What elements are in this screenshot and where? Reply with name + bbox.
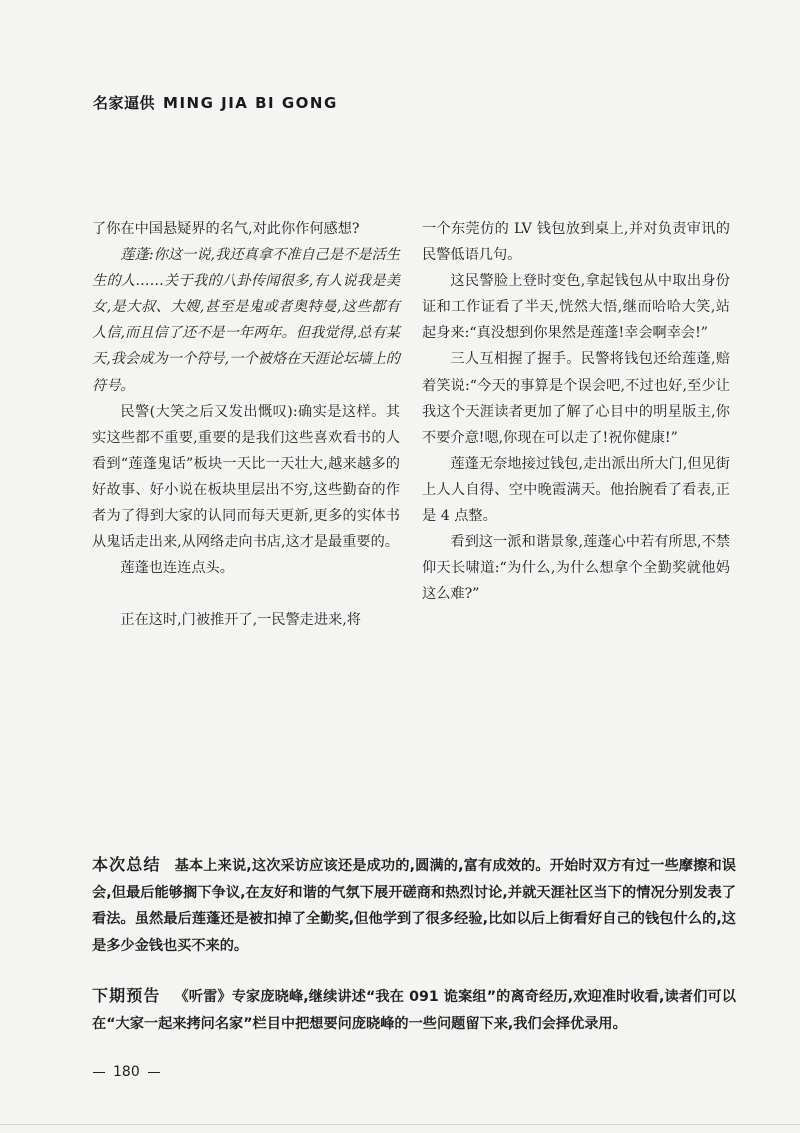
summary-text: 基本上来说,这次采访应该还是成功的,圆满的,富有成效的。开始时双方有过一些摩擦和误会,但最后能够搁下争议,在友好和谐的气氛下展开磋商和热烈讨论,并就天涯社区当下的情况分别发表了看法。虽然最后莲蓬还是被扣掉了全勤奖,但他学到了很多经验,比如以后上街看好自己的钱包什么的,这是多少金钱也买不来的。 [92, 858, 736, 954]
left-paragraph-1: 了你在中国悬疑界的名气,对此你作何感想? [92, 221, 360, 237]
section-title-cn: 名家逼供 [93, 94, 156, 112]
page-dash-right [148, 1072, 160, 1073]
summary-label: 本次总结 [92, 855, 161, 874]
paragraph-gap [92, 581, 400, 607]
left-column [92, 216, 400, 633]
left-paragraph-5: 正在这时,门被推开了,一民警走进来,将 [120, 612, 361, 629]
left-paragraph-2: 莲蓬:你这一说,我还真拿不准自己是不是活生生的人……关于我的八卦传闻很多,有人说我是美女,是大叔、大嫂,甚至是鬼或者奥特曼,这些都有人信,而且信了还不是一年两年。但我觉得,总有某天,我会成为一个符号,一个被烙在天涯论坛墙上的符号。 [92, 247, 400, 394]
preview-block [92, 983, 736, 1037]
summary-block [92, 852, 736, 959]
section-title-latin: MING JIA BI GONG [163, 94, 338, 112]
right-paragraph-5: 看到这一派和谐景象,莲蓬心中若有所思,不禁仰天长啸道:“为什么,为什么想拿个全勤奖就他妈这么难?” [422, 534, 730, 603]
right-paragraph-1: 一个东莞仿的 LV 钱包放到桌上,并对负责审讯的民警低语几句。 [422, 221, 730, 264]
right-paragraph-4: 莲蓬无奈地接过钱包,走出派出所大门,但见街上人人自得、空中晚霞满天。他抬腕看了看表,正是 4 点整。 [422, 455, 730, 525]
left-paragraph-4: 莲蓬也连连点头。 [120, 560, 234, 577]
bottom-edge-line [0, 1124, 800, 1125]
left-paragraph-3: 民警(大笑之后又发出慨叹):确实是这样。其实这些都不重要,重要的是我们这些喜欢看书的人看到“莲蓬鬼话”板块一天比一天壮大,越来越多的好故事、好小说在板块里层出不穷,这些勤奋的作者为了得到大家的认同而每天更新,更多的实体书从鬼话走出来,从网络走向书店,这才是最重要的。 [92, 403, 400, 551]
preview-text: 《听雷》专家庞晓峰,继续讲述“我在 091 诡案组”的离奇经历,欢迎准时收看,读者们可以在“大家一起来拷问名家”栏目中把想要问庞晓峰的一些问题留下来,我们会择优录用。 [92, 989, 736, 1032]
right-paragraph-3: 三人互相握了握手。民警将钱包还给莲蓬,赔着笑说:“今天的事算是个误会吧,不过也好,至少让我这个天涯读者更加了解了心目中的明星版主,你不要介意!嗯,你现在可以走了!祝你健康!” [422, 351, 730, 446]
right-paragraph-2: 这民警脸上登时变色,拿起钱包从中取出身份证和工作证看了半天,恍然大悟,继而哈哈大笑,站起身来:“真没想到你果然是莲蓬!幸会啊幸会!” [422, 273, 730, 342]
right-column [422, 216, 730, 607]
page-number [93, 1064, 168, 1080]
page-number-value: 180 [113, 1064, 140, 1080]
section-header [93, 92, 338, 113]
preview-label: 下期预告 [92, 986, 161, 1005]
page-dash-left [93, 1072, 105, 1073]
